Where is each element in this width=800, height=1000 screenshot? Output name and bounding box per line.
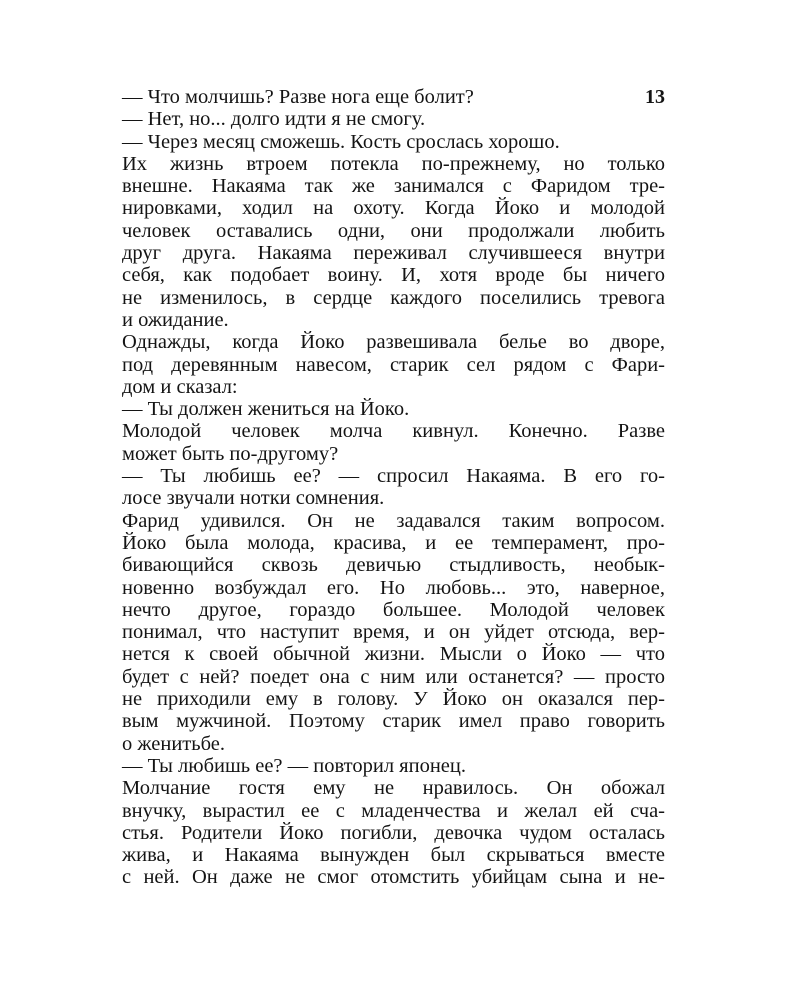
- text-line: себя, как подобает воину. И, хотя вроде бы ничего: [122, 264, 665, 287]
- text-line: дом и сказал:: [122, 375, 238, 398]
- text-line: не приходили ему в голову. У Йоко он оказался пер-: [122, 688, 665, 711]
- text-line: Молчание гостя ему не нравилось. Он обожал: [122, 777, 665, 800]
- text-line: вым мужчиной. Поэтому старик имел право говорить: [122, 710, 665, 733]
- text-line: Фарид удивился. Он не задавался таким вопросом.: [122, 509, 665, 532]
- text-line: лосе звучали нотки сомнения.: [122, 487, 385, 510]
- text-line: о женитьбе.: [122, 732, 226, 755]
- text-line: жива, и Накаяма вынужден был скрываться вместе: [122, 844, 665, 867]
- text-line: с ней. Он даже не смог отомстить убийцам сына и не-: [122, 866, 665, 889]
- text-line: — Ты любишь ее? — повторил японец.: [122, 754, 466, 777]
- text-line: Однажды, когда Йоко развешивала белье во дворе,: [122, 331, 665, 354]
- text-line: — Что молчишь? Разве нога еще болит?: [122, 86, 474, 108]
- page-number: 13: [645, 86, 665, 108]
- text-line: — Нет, но... долго идти я не смогу.: [122, 108, 426, 131]
- text-line: Их жизнь втроем потекла по-прежнему, но только: [122, 152, 665, 175]
- text-line: нется к своей обычной жизни. Мысли о Йоко — что: [122, 643, 665, 666]
- text-line: внешне. Накаяма так же занимался с Фаридом тре-: [122, 175, 665, 198]
- text-line: нечто другое, гораздо большее. Молодой человек: [122, 598, 665, 621]
- text-line: понимал, что наступит время, и он уйдет отсюда, вер-: [122, 621, 665, 644]
- text-line: может быть по-другому?: [122, 442, 339, 465]
- text-line: — Ты должен жениться на Йоко.: [122, 398, 410, 421]
- text-line: — Через месяц сможешь. Кость срослась хорошо.: [122, 130, 560, 153]
- text-line: новенно возбуждал его. Но любовь... это, наверное,: [122, 576, 665, 599]
- text-line: Молодой человек молча кивнул. Конечно. Разве: [122, 420, 665, 443]
- text-line: Йоко была молода, красива, и ее темперамент, про-: [122, 531, 665, 554]
- text-line: под деревянным навесом, старик сел рядом с Фари-: [122, 353, 665, 376]
- text-line: — Ты любишь ее? — спросил Накаяма. В его го-: [122, 465, 665, 488]
- book-page: [122, 86, 665, 889]
- text-line: внучку, вырастил ее с младенчества и желал ей сча-: [122, 799, 665, 822]
- text-line: нировками, ходил на охоту. Когда Йоко и молодой: [122, 197, 665, 220]
- text-line: друг друга. Накаяма переживал случившееся внутри: [122, 242, 665, 265]
- text-line: и ожидание.: [122, 308, 229, 331]
- text-body: [122, 86, 665, 889]
- text-line: стья. Родители Йоко погибли, девочка чудом осталась: [122, 821, 665, 844]
- text-line: человек оставались одни, они продолжали любить: [122, 219, 665, 242]
- text-line: не изменилось, в сердце каждого поселились тревога: [122, 286, 665, 309]
- text-line: будет с ней? поедет она с ним или останется? — просто: [122, 665, 665, 688]
- text-line: бивающийся сквозь девичью стыдливость, необык-: [122, 554, 665, 577]
